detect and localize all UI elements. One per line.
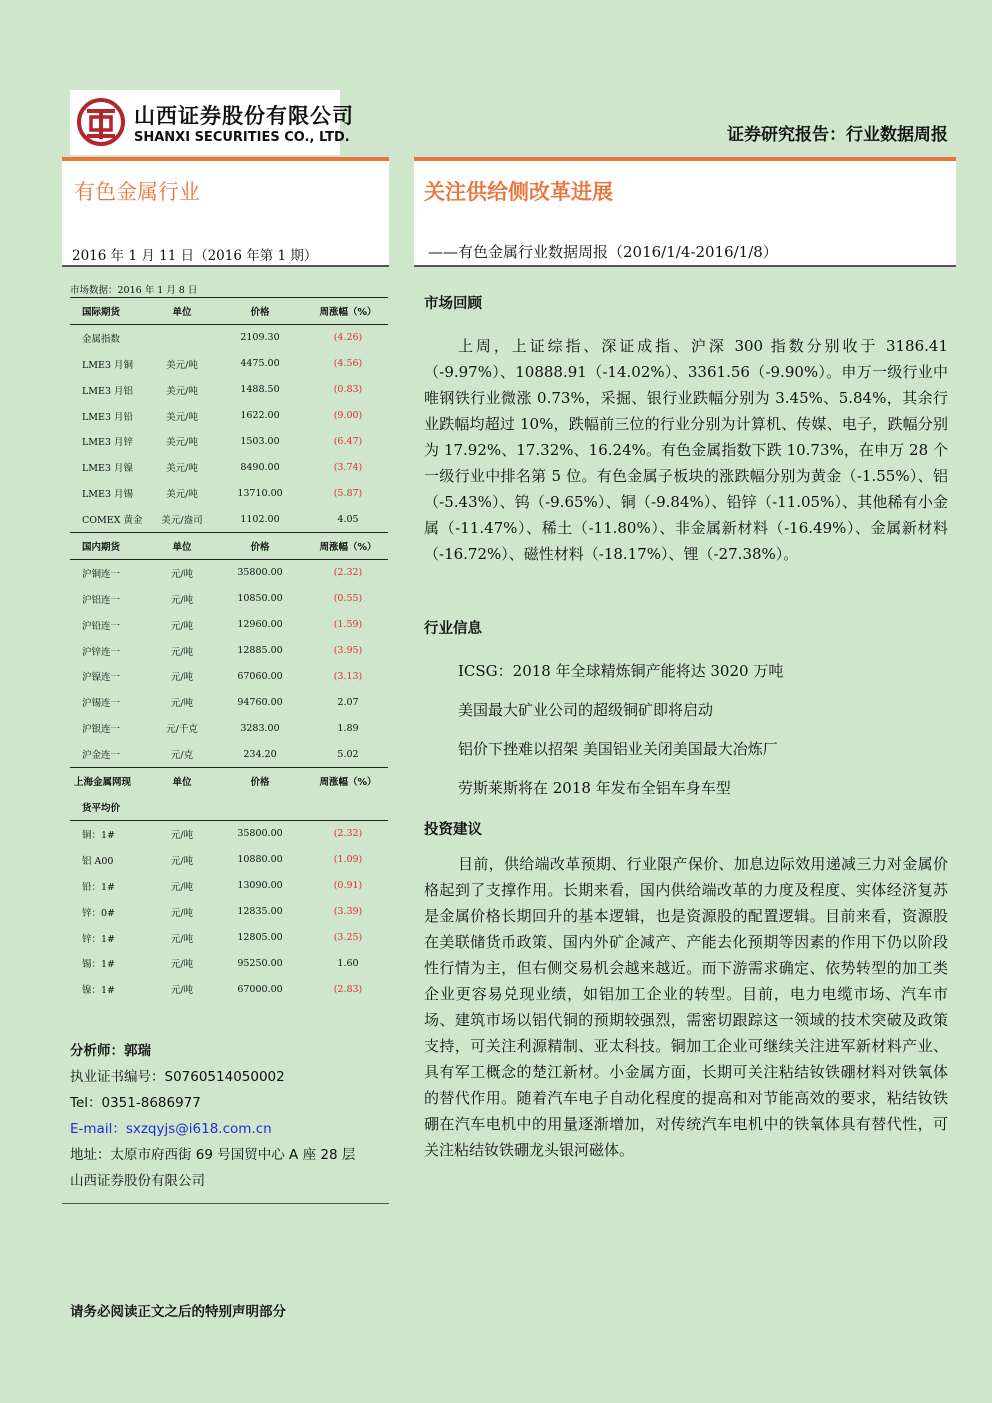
table-cell-price: 35800.00 bbox=[237, 828, 283, 840]
table-cell-unit: 元/吨 bbox=[170, 881, 194, 893]
table-row bbox=[70, 873, 388, 899]
table-cell-name: 沪金连一 bbox=[82, 750, 121, 762]
table-cell-price: 67000.00 bbox=[237, 983, 283, 995]
table-cell-change: (4.26) bbox=[333, 332, 363, 344]
table-cell-name: 沪铜连一 bbox=[82, 568, 121, 580]
company-name-cn: 山西证券股份有限公司 bbox=[134, 104, 354, 128]
table-cell-price: 12835.00 bbox=[237, 906, 283, 918]
table-cell-unit: 美元/吨 bbox=[166, 463, 198, 475]
analyst-info bbox=[70, 1038, 388, 1194]
table-cell-price: 12805.00 bbox=[237, 932, 283, 944]
table-cell-change: (0.55) bbox=[333, 593, 363, 605]
table-cell-unit: 元/吨 bbox=[170, 855, 194, 867]
table-cell-change: (1.59) bbox=[333, 619, 363, 631]
table-cell-price: 4475.00 bbox=[240, 358, 280, 370]
table-cell-change: 5.02 bbox=[337, 748, 359, 760]
table-row bbox=[70, 741, 388, 767]
market-data-table bbox=[70, 297, 388, 1002]
table-cell-name: 铝 A00 bbox=[82, 855, 114, 867]
table-row bbox=[70, 351, 388, 377]
table-row bbox=[70, 559, 388, 585]
table-cell-unit: 元/吨 bbox=[170, 698, 194, 710]
industry-news-heading: 行业信息 bbox=[424, 621, 482, 637]
table-cell-price: 8490.00 bbox=[240, 461, 280, 473]
table-cell-unit: 元/吨 bbox=[170, 672, 194, 684]
table-cell-change: (0.83) bbox=[333, 384, 363, 396]
table-row bbox=[70, 480, 388, 506]
table-cell-name: LME3 月铅 bbox=[82, 411, 134, 423]
table-cell-unit: 元/吨 bbox=[170, 985, 194, 997]
table-header-row bbox=[70, 768, 388, 795]
analyst-tel: Tel：0351-8686977 bbox=[70, 1095, 201, 1111]
table-cell-unit: 元/吨 bbox=[170, 829, 194, 841]
table-row bbox=[70, 638, 388, 664]
table-cell-change: (3.74) bbox=[333, 461, 363, 473]
table-row bbox=[70, 428, 388, 454]
table-cell-price: 3283.00 bbox=[240, 722, 280, 734]
table-cell-change: 2.07 bbox=[337, 696, 359, 708]
table-cell-name: 铅：1# bbox=[82, 881, 116, 893]
analyst-company: 山西证券股份有限公司 bbox=[70, 1173, 205, 1189]
table-cell-name: COMEX 黄金 bbox=[82, 515, 143, 527]
table-cell-price: 35800.00 bbox=[237, 567, 283, 579]
analyst-cert: 执业证书编号：S0760514050002 bbox=[70, 1069, 285, 1085]
table-cell-change: (4.56) bbox=[333, 358, 363, 370]
table-cell-unit: 元/吨 bbox=[170, 568, 194, 580]
table-cell-unit: 美元/吨 bbox=[166, 359, 198, 371]
table-cell-price: 1503.00 bbox=[240, 435, 280, 447]
table-cell-change: (9.00) bbox=[333, 410, 363, 421]
company-name-en: SHANXI SECURITIES CO., LTD. bbox=[134, 130, 350, 145]
table-header-cell: 国际期货 bbox=[70, 298, 152, 325]
investment-advice-text: 目前，供给端改革预期、行业限产保价、加息边际效用递减三力对金属价格起到了支撑作用。长期来看，国内供给端改革的力度及程度、实体经济复苏是金属价格长期回升的基本逻辑，也是资源股的配置逻辑。目前来看，资源股在美联储货币政策、国内外矿企减产、产能去化预期等因素的作用下仍以阶段性行情为主，但右侧交易机会越来越近。而下游需求确定、依势转型的加工类企业更容易兑现业绩，如铝加工企业的转型。目前，电力电缆市场、汽车市场、建筑市场以铝代铜的预期较强烈，需密切跟踪这一领域的技术突破及政策支持，可关注利源精制、亚太科技。铜加工企业可继续关注进军新材料产业、具有军工概念的楚江新材。小金属方面，长期可关注粘结钕铁硼材料对铁氧体的替代作用。随着汽车电子自动化程度的提高和对节能高效的要求，粘结钕铁硼在汽车电机中的用量逐渐增加，对传统汽车电机中的铁氧体具有替代性，可关注粘结钕铁硼龙头银河磁体。 bbox=[424, 855, 948, 1159]
table-cell-price: 2109.30 bbox=[240, 332, 280, 344]
table-cell-unit bbox=[152, 324, 212, 350]
table-header-cell: 单位 bbox=[152, 768, 212, 795]
table-cell-name: 沪铝连一 bbox=[82, 594, 121, 606]
table-cell-change: (2.83) bbox=[333, 983, 363, 995]
table-cell-name: 锌：1# bbox=[82, 933, 116, 945]
table-cell-unit: 美元/吨 bbox=[166, 489, 198, 501]
table-cell-name: 镍：1# bbox=[82, 985, 116, 997]
table-cell-unit: 元/千克 bbox=[166, 724, 198, 736]
table-row bbox=[70, 454, 388, 480]
table-cell-name: LME3 月铜 bbox=[82, 359, 134, 371]
news-item: 劳斯莱斯将在 2018 年发布全铝车身车型 bbox=[458, 779, 731, 797]
table-cell-price: 10880.00 bbox=[237, 854, 283, 866]
table-cell-name: LME3 月铝 bbox=[82, 385, 134, 397]
table-cell-name: 锌：0# bbox=[82, 907, 116, 919]
table-row bbox=[70, 506, 388, 532]
table-cell-change: (0.91) bbox=[333, 880, 363, 892]
table-cell-change: (3.39) bbox=[333, 906, 363, 918]
company-emblem-icon bbox=[76, 96, 126, 148]
table-cell-price: 12885.00 bbox=[237, 645, 283, 657]
market-review-heading: 市场回顾 bbox=[424, 296, 482, 312]
table-row bbox=[70, 377, 388, 403]
table-cell-price: 67060.00 bbox=[237, 670, 283, 682]
table-header-cell: 周涨幅（%） bbox=[308, 768, 388, 795]
headline: 关注供给侧改革进展 bbox=[424, 180, 613, 204]
table-cell-change: (2.32) bbox=[333, 828, 363, 840]
table-cell-price: 12960.00 bbox=[237, 619, 283, 631]
table-row bbox=[70, 689, 388, 715]
left-accent-bar bbox=[62, 157, 389, 161]
table-cell-name: LME3 月锌 bbox=[82, 437, 134, 449]
table-cell-price: 10850.00 bbox=[237, 593, 283, 605]
table-cell-name: 铜：1# bbox=[82, 829, 116, 841]
table-cell-name: 金属指数 bbox=[82, 333, 121, 345]
table-cell-change: (5.87) bbox=[333, 487, 363, 499]
table-cell-name: LME3 月镍 bbox=[82, 463, 134, 475]
table-header-cell: 价格 bbox=[212, 768, 308, 795]
table-cell-name: LME3 月锡 bbox=[82, 489, 134, 501]
table-cell-change: (3.13) bbox=[333, 670, 363, 682]
table-cell-change: (1.09) bbox=[333, 854, 363, 866]
table-cell-name: 沪镍连一 bbox=[82, 672, 121, 684]
table-cell-change: (3.25) bbox=[333, 932, 363, 944]
table-row bbox=[70, 950, 388, 976]
market-review-text: 上周，上证综指、深证成指、沪深 300 指数分别收于 3186.41（-9.97%）、10888.91（-14.02%）、3361.56（-9.90%）。申万一级行业中唯钢铁行业微涨 0.73%，采掘、银行业跌幅分别为 3.45%、5.84%，其余行业跌幅均超过 10%，跌幅前三位的行业分别为计算机、传媒、电子，跌幅分别为 17.92%、17.32%、16.24%。有色金属指数下跌 10.73%，在申万 28 个一级行业中排名第 5 位。有色金属子板块的涨跌幅分别为黄金（-1.55%）、铝（-5.43%）、钨（-9.65%）、铜（-9.84%）、铅锌（-11.05%）、其他稀有小金属（-11.47%）、稀土（-11.80%）、非金属新材料（-16.49%）、金属新材料（-16.72%）、磁性材料（-18.17%）、锂（-27.38%）。 bbox=[424, 337, 948, 563]
table-cell-unit: 美元/吨 bbox=[166, 385, 198, 397]
report-date: 2016 年 1 月 11 日（2016 年第 1 期） bbox=[72, 248, 318, 264]
sector-title: 有色金属行业 bbox=[74, 180, 200, 204]
table-cell-unit: 元/吨 bbox=[170, 933, 194, 945]
market-data-caption: 市场数据：2016 年 1 月 8 日 bbox=[70, 285, 198, 296]
table-cell-unit: 美元/吨 bbox=[166, 437, 198, 449]
table-row bbox=[70, 821, 388, 847]
table-row bbox=[70, 847, 388, 873]
market-data-body bbox=[70, 298, 388, 1003]
disclaimer: 请务必阅读正文之后的特别声明部分 bbox=[70, 1304, 286, 1320]
table-row bbox=[70, 324, 388, 350]
table-header-cell: 上海金属网现 bbox=[70, 768, 152, 795]
table-cell-price: 13710.00 bbox=[237, 487, 283, 499]
table-cell-name: 沪铅连一 bbox=[82, 620, 121, 632]
subtitle: ——有色金属行业数据周报（2016/1/4-2016/1/8） bbox=[428, 243, 778, 261]
report-type: 证券研究报告：行业数据周报 bbox=[727, 125, 948, 145]
table-cell-price: 94760.00 bbox=[237, 696, 283, 708]
table-cell-unit: 元/吨 bbox=[170, 620, 194, 632]
table-header-cell: 周涨幅（%） bbox=[308, 298, 388, 325]
table-header-row bbox=[70, 298, 388, 325]
table-header-cell: 价格 bbox=[212, 533, 308, 560]
analyst-divider bbox=[62, 1203, 389, 1204]
table-cell-change: 4.05 bbox=[337, 513, 359, 525]
table-cell-change: (6.47) bbox=[333, 435, 363, 447]
table-cell-unit: 美元/盎司 bbox=[161, 515, 203, 527]
table-cell-name: 锡：1# bbox=[82, 959, 116, 971]
table-cell-price: 13090.00 bbox=[237, 880, 283, 892]
table-header-row-continued bbox=[70, 794, 388, 821]
news-item: 铝价下挫难以招架 美国铝业关闭美国最大冶炼厂 bbox=[458, 740, 778, 758]
company-logo bbox=[70, 90, 354, 155]
table-cell-change: 1.89 bbox=[337, 722, 359, 734]
table-cell-name: 沪银连一 bbox=[82, 724, 121, 736]
table-header-cell: 价格 bbox=[212, 298, 308, 325]
table-row bbox=[70, 403, 388, 429]
table-header-cell: 单位 bbox=[152, 533, 212, 560]
left-title-divider bbox=[62, 265, 389, 267]
table-cell-price: 1622.00 bbox=[240, 410, 280, 421]
table-cell-change: (3.95) bbox=[333, 645, 363, 657]
table-cell-unit: 元/克 bbox=[170, 750, 194, 762]
table-cell-unit: 美元/吨 bbox=[166, 411, 198, 423]
table-cell-unit: 元/吨 bbox=[170, 594, 194, 606]
right-title-divider bbox=[414, 265, 956, 267]
table-cell-name: 沪锌连一 bbox=[82, 646, 121, 658]
table-cell-price: 1488.50 bbox=[240, 384, 280, 396]
table-cell-change: 1.60 bbox=[337, 957, 359, 969]
news-item: 美国最大矿业公司的超级铜矿即将启动 bbox=[458, 701, 714, 719]
market-data-table-wrap bbox=[70, 297, 388, 1002]
table-cell-name: 沪锡连一 bbox=[82, 698, 121, 710]
table-row bbox=[70, 612, 388, 638]
news-item: ICSG：2018 年全球精炼铜产能将达 3020 万吨 bbox=[458, 662, 784, 680]
table-cell-unit: 元/吨 bbox=[170, 907, 194, 919]
table-cell-unit: 元/吨 bbox=[170, 959, 194, 971]
table-row bbox=[70, 715, 388, 741]
table-cell-unit: 元/吨 bbox=[170, 646, 194, 658]
table-header-row bbox=[70, 533, 388, 560]
table-cell-price: 1102.00 bbox=[240, 513, 280, 525]
table-header-cell: 周涨幅（%） bbox=[308, 533, 388, 560]
right-accent-bar bbox=[414, 157, 956, 161]
table-header-cell: 国内期货 bbox=[70, 533, 152, 560]
table-cell-price: 95250.00 bbox=[237, 957, 283, 969]
table-header-cell: 货平均价 bbox=[70, 794, 388, 821]
table-header-cell: 单位 bbox=[152, 298, 212, 325]
analyst-name: 分析师：郭瑞 bbox=[70, 1043, 151, 1059]
table-cell-price: 234.20 bbox=[243, 748, 277, 760]
table-cell-change: (2.32) bbox=[333, 567, 363, 579]
table-row bbox=[70, 586, 388, 612]
table-row bbox=[70, 663, 388, 689]
table-row bbox=[70, 899, 388, 925]
investment-advice-heading: 投资建议 bbox=[424, 822, 482, 838]
table-row bbox=[70, 976, 388, 1002]
analyst-address: 地址：太原市府西街 69 号国贸中心 A 座 28 层 bbox=[70, 1147, 356, 1163]
analyst-email-link[interactable]: E-mail：sxzqyjs@i618.com.cn bbox=[70, 1121, 272, 1137]
table-row bbox=[70, 925, 388, 951]
